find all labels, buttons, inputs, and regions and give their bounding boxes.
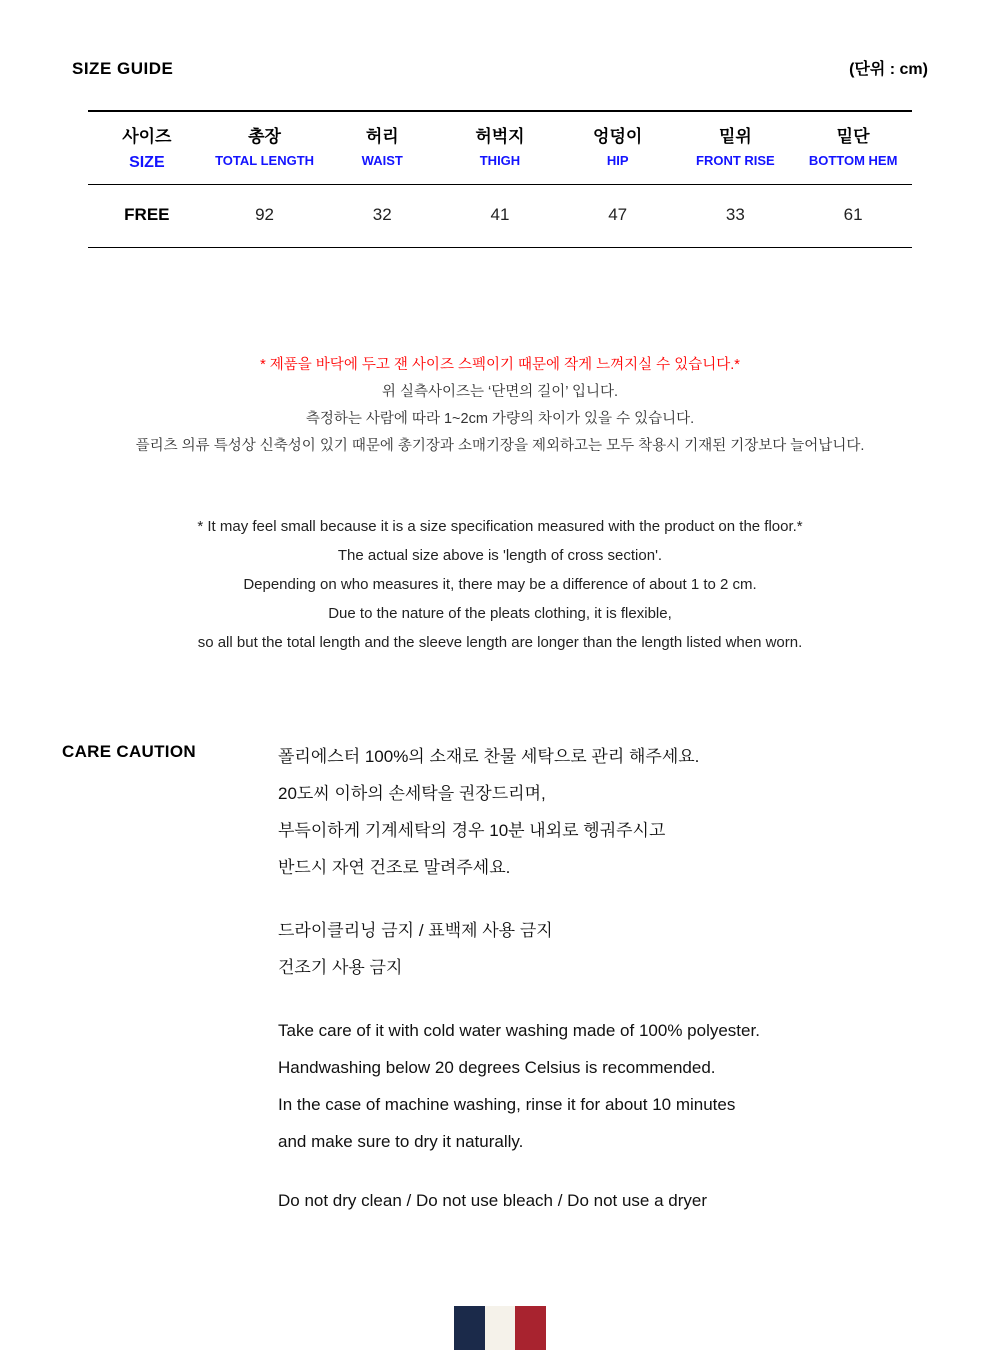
brand-flag-icon (454, 1306, 546, 1350)
note-en-3: Depending on who measures it, there may be a difference of about 1 to 2 cm. (243, 576, 757, 593)
cell-size: FREE (124, 205, 170, 225)
care-spacer-1 (278, 886, 940, 912)
note-en-4: Due to the nature of the pleats clothing, it is flexible, (328, 605, 672, 622)
care-en-3: In the case of machine washing, rinse it for about 10 minutes (278, 1095, 736, 1114)
table-header-row (88, 111, 912, 185)
column-header-hip (559, 111, 677, 185)
column-header-thigh (441, 111, 559, 185)
care-ko-6: 건조기 사용 금지 (278, 958, 403, 977)
note-ko-1: * 제품을 바닥에 두고 잰 사이즈 스펙이기 때문에 작게 느껴지실 수 있습니다.* (260, 357, 740, 373)
flag-stripe-navy (454, 1306, 485, 1350)
care-en-1: Take care of it with cold water washing made of 100% polyester. (278, 1021, 760, 1040)
column-header-total-length-en: TOTAL LENGTH (215, 153, 315, 169)
column-header-waist-en: WAIST (361, 153, 403, 169)
column-header-size (88, 111, 206, 185)
cell-waist: 32 (372, 205, 392, 225)
care-ko-3: 부득이하게 기계세탁의 경우 10분 내외로 헹궈주시고 (278, 821, 666, 840)
care-ko-5: 드라이클리닝 금지 / 표백제 사용 금지 (278, 921, 553, 940)
note-ko-2: 위 실측사이즈는 ‘단면의 길이’ 입니다. (381, 384, 619, 400)
column-header-front-rise-en: FRONT RISE (696, 153, 775, 169)
note-ko-3: 측정하는 사람에 따라 1~2cm 가량의 차이가 있을 수 있습니다. (305, 411, 695, 427)
column-header-thigh-ko: 허벅지 (475, 127, 525, 146)
note-en-5: so all but the total length and the sleeve length are longer than the length listed when worn. (197, 634, 803, 651)
flag-stripe-red (515, 1306, 546, 1350)
unit-label: (단위 : cm) (849, 61, 928, 78)
column-header-waist (323, 111, 441, 185)
care-caution-label: CARE CAUTION (62, 742, 196, 761)
notes-korean (0, 352, 1000, 460)
column-header-size-ko: 사이즈 (122, 127, 172, 146)
size-table-head (88, 111, 912, 185)
care-spacer-2 (278, 986, 940, 1012)
column-header-waist-ko: 허리 (365, 127, 399, 146)
care-ko-4: 반드시 자연 건조로 말려주세요. (278, 858, 511, 877)
care-ko-1: 폴리에스터 100%의 소재로 찬물 세탁으로 관리 해주세요. (278, 747, 700, 766)
size-table-body (88, 185, 912, 248)
column-header-bottom-hem (794, 111, 912, 185)
cell-front-rise: 33 (725, 205, 745, 225)
flag-stripe-cream (485, 1306, 516, 1350)
size-table-container (88, 110, 912, 248)
column-header-hip-ko: 엉덩이 (593, 127, 643, 146)
cell-hip: 47 (608, 205, 628, 225)
column-header-front-rise-ko: 밑위 (718, 127, 752, 146)
column-header-size-en: SIZE (129, 154, 165, 172)
column-header-front-rise (677, 111, 795, 185)
column-header-total-length (206, 111, 324, 185)
column-header-hip-en: HIP (606, 153, 629, 169)
care-spacer-3 (278, 1160, 940, 1182)
notes-english (0, 512, 1000, 657)
cell-total-length: 92 (255, 205, 275, 225)
care-en-2: Handwashing below 20 degrees Celsius is recommended. (278, 1058, 716, 1077)
care-en-4: and make sure to dry it naturally. (278, 1132, 524, 1151)
column-header-bottom-hem-en: BOTTOM HEM (808, 153, 898, 169)
size-guide-header (72, 56, 928, 79)
column-header-total-length-ko: 총장 (248, 127, 281, 146)
care-caution-body (278, 738, 940, 1219)
page-title: SIZE GUIDE (72, 59, 174, 78)
size-table (88, 110, 912, 248)
note-ko-4: 플리츠 의류 특성상 신축성이 있기 때문에 총기장과 소매기장을 제외하고는 모두 착용시 기재된 기장보다 늘어납니다. (135, 438, 865, 454)
cell-thigh: 41 (490, 205, 510, 225)
table-row (88, 185, 912, 248)
cell-bottom-hem: 61 (843, 205, 863, 225)
note-en-2: The actual size above is 'length of cross section'. (337, 547, 663, 564)
note-en-1: * It may feel small because it is a size specification measured with the product on the floor.* (197, 518, 803, 535)
column-header-thigh-en: THIGH (479, 153, 521, 169)
care-ko-2: 20도씨 이하의 손세탁을 권장드리며, (278, 784, 546, 803)
column-header-bottom-hem-ko: 밑단 (836, 127, 870, 146)
care-en-5: Do not dry clean / Do not use bleach / Do not use a dryer (278, 1191, 708, 1210)
